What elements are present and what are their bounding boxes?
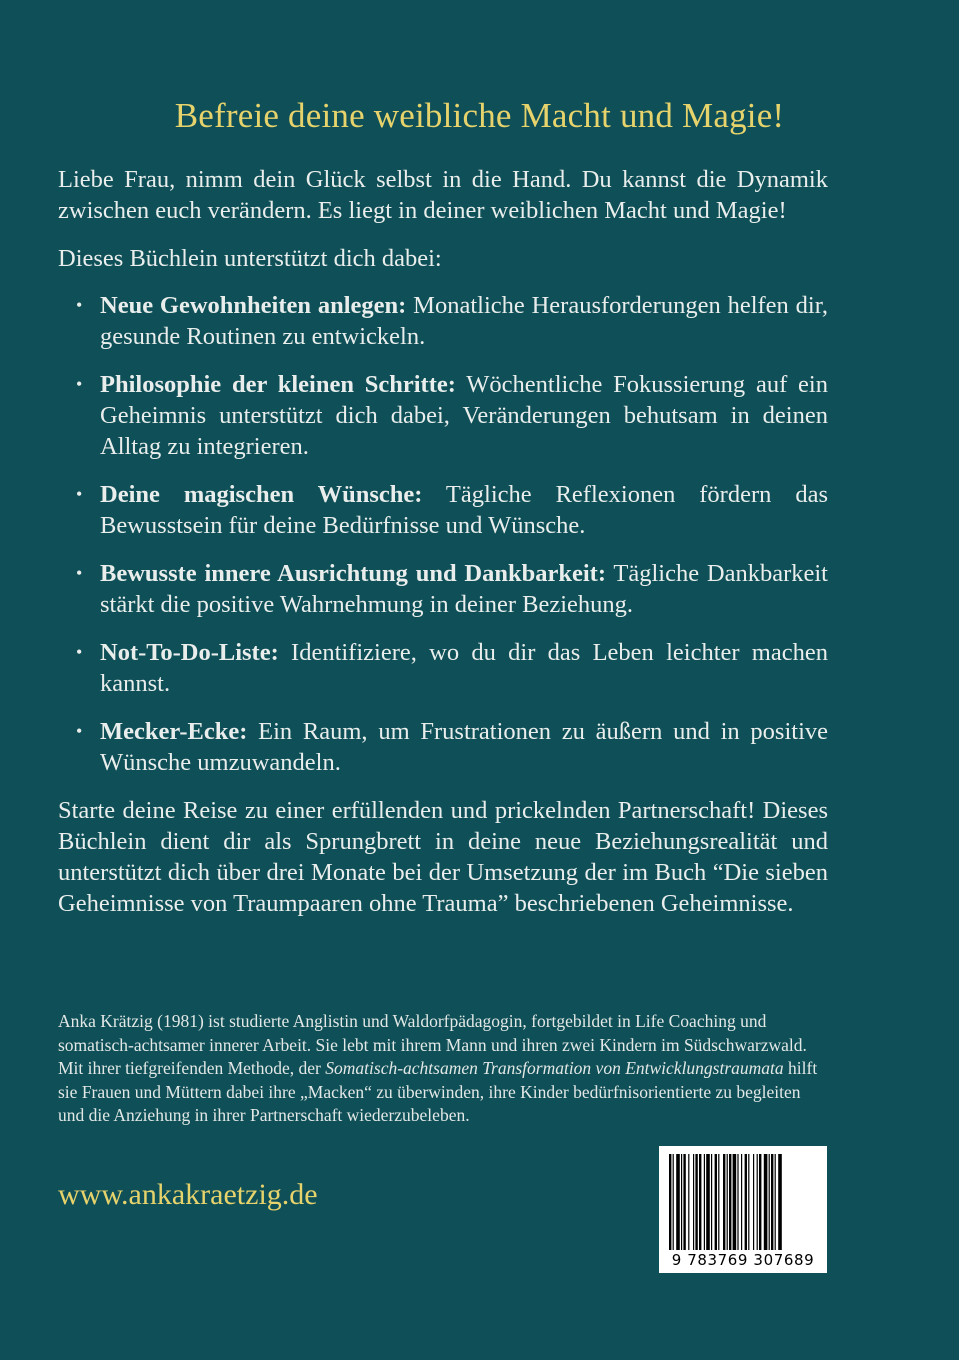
feature-term: Not-To-Do-Liste: xyxy=(100,639,279,666)
feature-item xyxy=(58,637,828,699)
feature-list xyxy=(58,290,828,778)
feature-term: Mecker-Ecke: xyxy=(100,718,248,745)
feature-term: Philosophie der kleinen Schritte: xyxy=(100,371,456,398)
barcode-bar xyxy=(706,1154,710,1250)
website-link[interactable]: www.ankakraetzig.de xyxy=(58,1178,318,1211)
barcode-bar xyxy=(745,1154,747,1250)
bullet-icon: • xyxy=(76,721,83,741)
barcode-bar xyxy=(769,1154,770,1250)
barcode-bar xyxy=(695,1154,697,1250)
main-text xyxy=(58,164,828,919)
barcode-bar xyxy=(753,1154,754,1250)
bio-text: Anka Krätzig (1981) ist studierte Anglistin und Waldorfpädagogin, fortgebildet in Life Coaching und somatisch-achtsamer innerer Arbeit. Sie lebt mit ihrem Mann und ihren zwei Kindern im Südschwarzwald. Mit ihrer tiefgreifenden Methode, der xyxy=(58,1011,807,1078)
bullet-icon: • xyxy=(76,484,83,504)
bullet-icon: • xyxy=(76,374,83,394)
barcode-bar xyxy=(771,1154,773,1250)
intro-paragraph: Liebe Frau, nimm dein Glück selbst in die Hand. Du kannst die Dynamik zwischen euch verändern. Es liegt in deiner weiblichen Macht und Magie! xyxy=(58,166,828,224)
feature-item xyxy=(58,558,828,620)
cover-title: Befreie deine weibliche Macht und Magie! xyxy=(174,96,785,135)
barcode-number: 9 783769 307689 xyxy=(671,1251,815,1269)
feature-text: Wöchentliche Fokussierung auf ein Geheimnis unterstützt dich dabei, Veränderungen behutsam in deinen Alltag zu integrieren. xyxy=(100,371,828,460)
barcode-bar xyxy=(715,1154,717,1250)
barcode-bars xyxy=(667,1154,819,1250)
feature-item xyxy=(58,716,828,778)
feature-text: Tägliche Dankbarkeit stärkt die positive Wahrnehmung in deiner Beziehung. xyxy=(100,560,828,618)
barcode-bar xyxy=(729,1154,731,1250)
barcode-bar xyxy=(737,1154,738,1250)
feature-item xyxy=(58,479,828,541)
feature-text: Ein Raum, um Frustrationen zu äußern und in positive Wünsche umzuwandeln. xyxy=(100,718,828,776)
isbn-barcode xyxy=(659,1146,827,1273)
feature-term: Bewusste innere Ausrichtung und Dankbarkeit: xyxy=(100,560,606,587)
bio-method-name: Somatisch-achtsamen Transformation von Entwicklungstraumata xyxy=(325,1058,784,1078)
barcode-bar xyxy=(711,1154,712,1250)
barcode-bar xyxy=(764,1154,768,1250)
barcode-bar xyxy=(681,1154,682,1250)
feature-text: Monatliche Herausforderungen helfen dir, gesunde Routinen zu entwickeln. xyxy=(100,292,828,350)
lead-paragraph: Dieses Büchlein unterstützt dich dabei: xyxy=(58,245,442,272)
barcode-bar xyxy=(759,1154,761,1250)
barcode-bar xyxy=(778,1154,782,1250)
barcode-bar xyxy=(727,1154,728,1250)
feature-text: Identifiziere, wo du dir das Leben leichter machen kannst. xyxy=(100,639,828,697)
feature-text: Tägliche Reflexionen fördern das Bewusstsein für deine Bedürfnisse und Wünsche. xyxy=(100,481,828,539)
bullet-icon: • xyxy=(76,295,83,315)
feature-item xyxy=(58,369,828,462)
barcode-bar xyxy=(748,1154,749,1250)
feature-term: Neue Gewohnheiten anlegen: xyxy=(100,292,407,319)
feature-item xyxy=(58,290,828,352)
barcode-bar xyxy=(775,1154,776,1250)
barcode-bar xyxy=(718,1154,719,1250)
barcode-bar xyxy=(699,1154,701,1250)
barcode-bar xyxy=(669,1154,671,1250)
barcode-bar xyxy=(723,1154,725,1250)
feature-term: Deine magischen Wünsche: xyxy=(100,481,423,508)
bio-text-continued: hilft sie Frauen und Müttern dabei ihre „Macken“ zu überwinden, ihre Kinder bedürfnisorientierte zu begleiten und die Anziehung in ihrer Partnerschaft wiederzubeleben. xyxy=(58,1058,818,1125)
barcode-bar xyxy=(683,1154,685,1250)
barcode-bar xyxy=(733,1154,737,1250)
barcode-bar xyxy=(757,1154,758,1250)
barcode-bar xyxy=(676,1154,680,1250)
bullet-icon: • xyxy=(76,563,83,583)
barcode-bar xyxy=(741,1154,742,1250)
author-bio xyxy=(58,1010,828,1128)
barcode-bar xyxy=(704,1154,705,1250)
barcode-bar xyxy=(673,1154,674,1250)
bullet-icon: • xyxy=(76,642,83,662)
outro-paragraph: Starte deine Reise zu einer erfüllenden und prickelnden Partnerschaft! Dieses Büchlein dient dir als Sprungbrett in deine neue Beziehungsrealität und unterstützt dich über drei Monate bei der Umsetzung der im Buch “Die sieben Geheimnisse von Traumpaaren ohne Trauma” beschriebenen Geheimnisse. xyxy=(58,797,828,917)
barcode-bar xyxy=(688,1154,689,1250)
barcode-bar xyxy=(693,1154,694,1250)
